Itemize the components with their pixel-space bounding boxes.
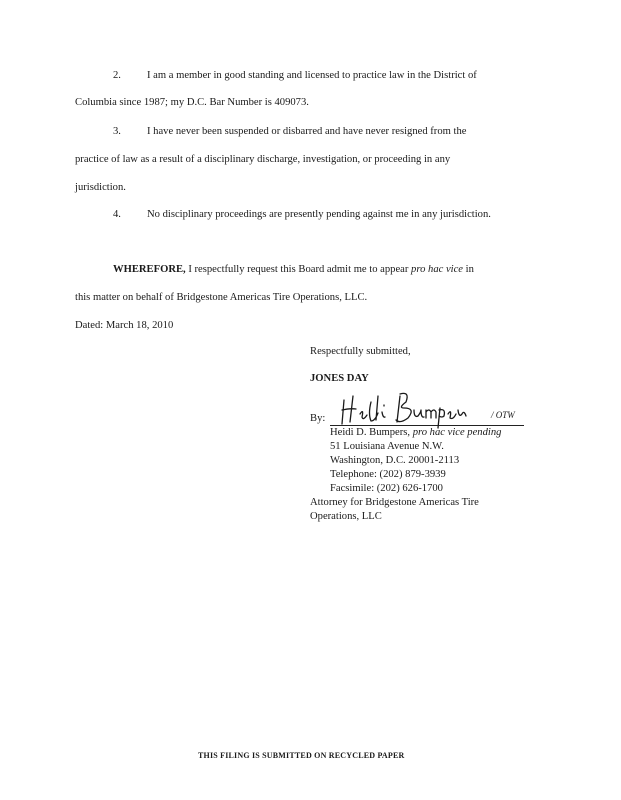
paragraph-3-number: 3. bbox=[113, 126, 121, 137]
address-line-1: 51 Louisiana Avenue N.W. bbox=[330, 441, 444, 452]
dated-line: Dated: March 18, 2010 bbox=[75, 320, 174, 331]
attorney-name-italic: pro hac vice pending bbox=[410, 427, 502, 438]
attorney-name: Heidi D. Bumpers, bbox=[330, 427, 411, 438]
closing: Respectfully submitted, bbox=[310, 346, 411, 357]
wherefore-text: I respectfully request this Board admit me to appear bbox=[185, 264, 412, 275]
paragraph-4-line-1: No disciplinary proceedings are presently pending against me in any jurisdiction. bbox=[147, 209, 491, 220]
attorney-name-line bbox=[330, 427, 501, 438]
wherefore-italic: pro hac vice bbox=[411, 264, 464, 275]
paragraph-2-number: 2. bbox=[113, 70, 121, 81]
wherefore-line-1 bbox=[113, 264, 474, 275]
address-line-2: Washington, D.C. 20001-2113 bbox=[330, 455, 460, 466]
by-label: By: bbox=[310, 413, 326, 424]
paragraph-4-number: 4. bbox=[113, 209, 121, 220]
paragraph-2-line-2: Columbia since 1987; my D.C. Bar Number is 409073. bbox=[75, 97, 309, 108]
wherefore-lead: WHEREFORE, bbox=[113, 264, 186, 275]
firm-name: JONES DAY bbox=[310, 373, 369, 384]
wherefore-tail: in bbox=[463, 264, 474, 275]
telephone: Telephone: (202) 879-3939 bbox=[330, 469, 446, 480]
paragraph-3-line-1: I have never been suspended or disbarred and have never resigned from the bbox=[147, 126, 467, 137]
handwritten-signature bbox=[338, 388, 488, 430]
paragraph-2-line-1: I am a member in good standing and licensed to practice law in the District of bbox=[147, 70, 477, 81]
attorney-for-line-2: Operations, LLC bbox=[310, 511, 382, 522]
paragraph-3-line-2: practice of law as a result of a disciplinary discharge, investigation, or proceeding in any bbox=[75, 154, 451, 165]
attorney-for-line-1: Attorney for Bridgestone Americas Tire bbox=[310, 497, 479, 508]
facsimile: Facsimile: (202) 626-1700 bbox=[330, 483, 443, 494]
paragraph-3-line-3: jurisdiction. bbox=[75, 182, 126, 193]
footer-recycled-paper: THIS FILING IS SUBMITTED ON RECYCLED PAPER bbox=[198, 751, 405, 760]
signature-initials: / OTW bbox=[491, 410, 515, 420]
wherefore-line-2: this matter on behalf of Bridgestone Americas Tire Operations, LLC. bbox=[75, 292, 368, 303]
